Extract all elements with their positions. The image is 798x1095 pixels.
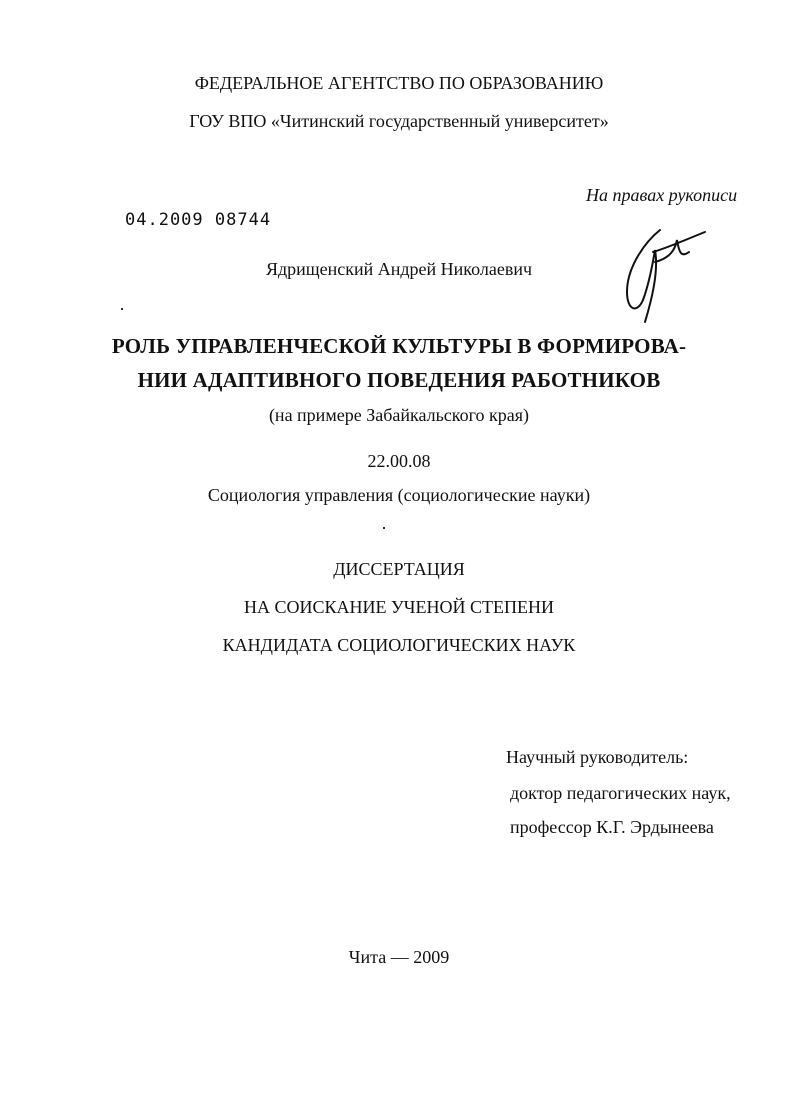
- agency-name: ФЕДЕРАЛЬНОЕ АГЕНТСТВО ПО ОБРАЗОВАНИЮ: [194, 73, 604, 93]
- university-name: ГОУ ВПО «Читинский государственный университет»: [189, 111, 609, 131]
- title-line-2: НИИ АДАПТИВНОГО ПОВЕДЕНИЯ РАБОТНИКОВ: [137, 368, 661, 392]
- specialty-code: 22.00.08: [367, 451, 431, 471]
- specialty-name: Социология управления (социологические науки): [207, 485, 591, 505]
- manuscript-note: На правах рукописи: [586, 185, 738, 205]
- scan-speck: [383, 527, 385, 529]
- title-line-1: РОЛЬ УПРАВЛЕНЧЕСКОЙ КУЛЬТУРЫ В ФОРМИРОВА-: [111, 334, 687, 358]
- supervisor-name: профессор К.Г. Эрдынеева: [510, 817, 714, 837]
- supervisor-degree: доктор педагогических наук,: [510, 783, 731, 803]
- author-name: Ядрищенский Андрей Николаевич: [265, 259, 533, 279]
- degree-line-1: ДИССЕРТАЦИЯ: [333, 559, 465, 579]
- place-year: Чита — 2009: [348, 947, 450, 967]
- archive-number: 04.2009 08744: [125, 210, 272, 230]
- degree-line-3: КАНДИДАТА СОЦИОЛОГИЧЕСКИХ НАУК: [222, 635, 576, 655]
- title-subtitle: (на примере Забайкальского края): [268, 405, 530, 425]
- degree-line-2: НА СОИСКАНИЕ УЧЕНОЙ СТЕПЕНИ: [244, 597, 554, 617]
- scan-speck: [121, 308, 123, 310]
- supervisor-label: Научный руководитель:: [506, 747, 689, 767]
